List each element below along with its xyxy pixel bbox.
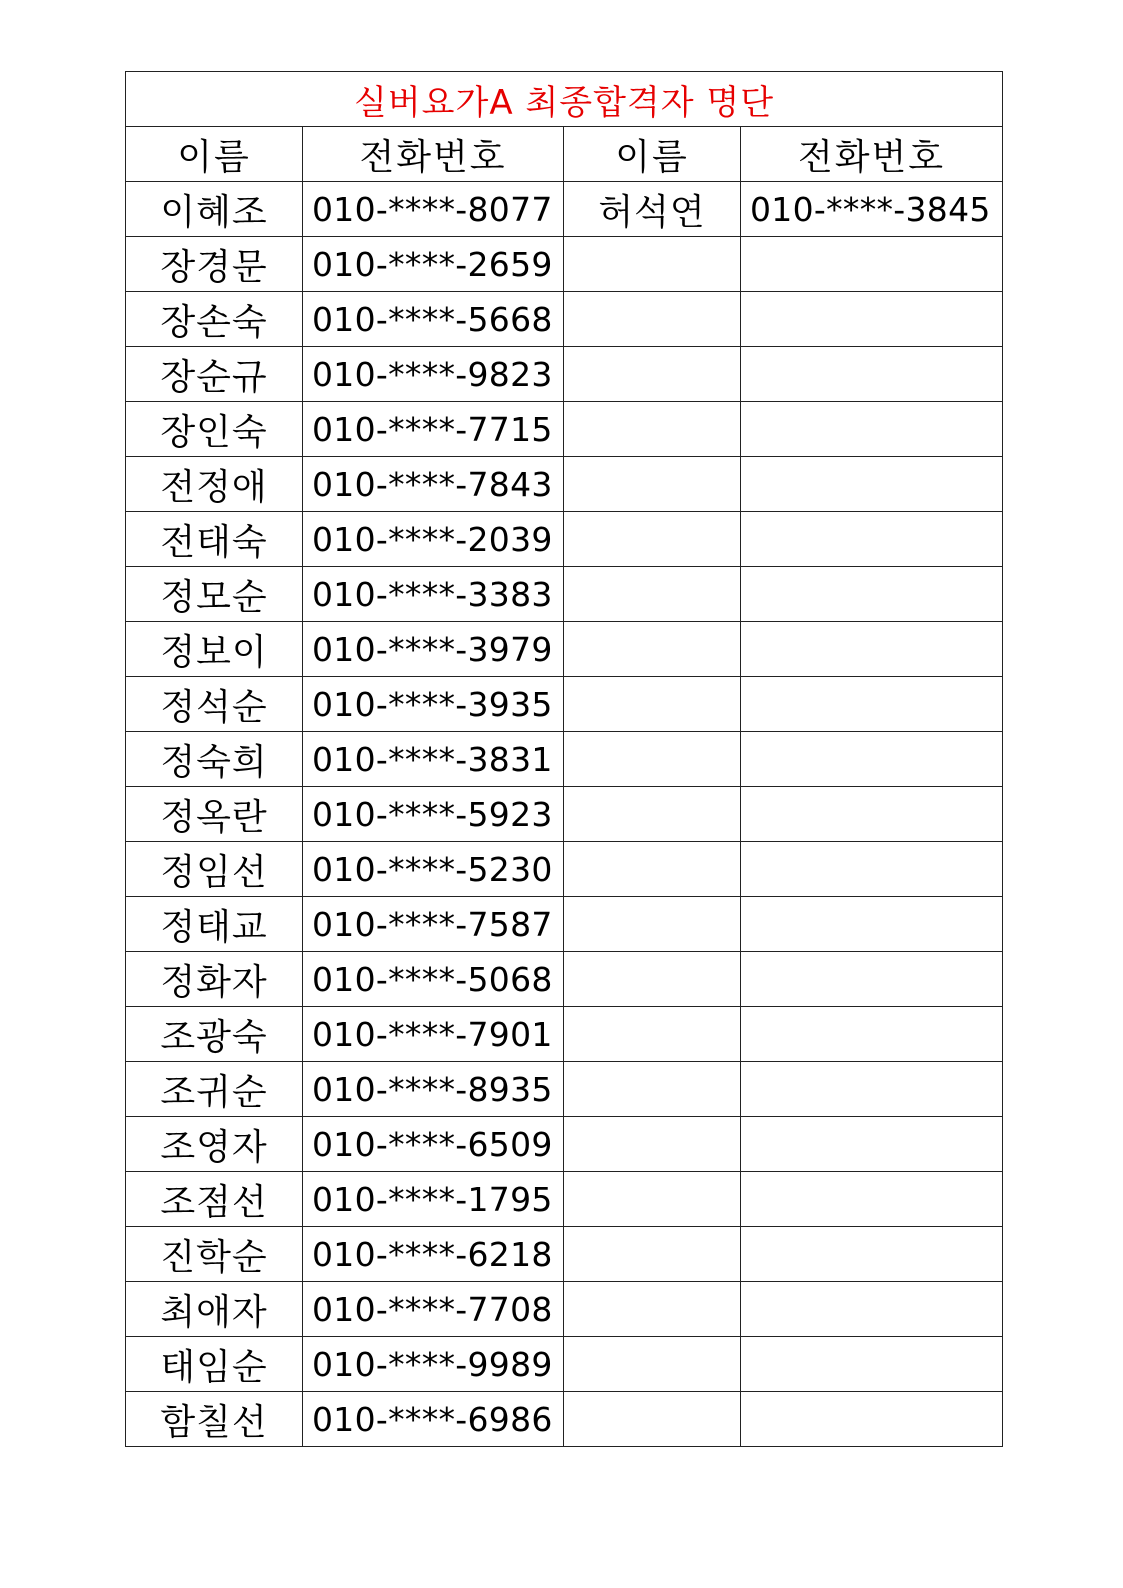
left-name-cell: 조점선 (126, 1172, 303, 1227)
right-name-cell (564, 457, 741, 512)
right-phone-cell (741, 842, 1003, 897)
right-name-cell (564, 842, 741, 897)
right-phone-cell (741, 1172, 1003, 1227)
left-name-cell: 이혜조 (126, 182, 303, 237)
left-phone-cell: 010-****-2039 (303, 512, 564, 567)
left-name-cell: 전정애 (126, 457, 303, 512)
left-name-cell: 최애자 (126, 1282, 303, 1337)
header-row (126, 127, 1003, 182)
right-name-cell (564, 1117, 741, 1172)
right-phone-cell (741, 1227, 1003, 1282)
table-row (126, 567, 1003, 622)
right-phone-cell (741, 347, 1003, 402)
right-phone-cell (741, 402, 1003, 457)
document-title: 실버요가A 최종합격자 명단 (126, 72, 1003, 127)
left-phone-cell: 010-****-9989 (303, 1337, 564, 1392)
left-name-cell: 정태교 (126, 897, 303, 952)
left-phone-cell: 010-****-6218 (303, 1227, 564, 1282)
left-name-cell: 정옥란 (126, 787, 303, 842)
left-name-cell: 정임선 (126, 842, 303, 897)
right-name-cell (564, 567, 741, 622)
table-row (126, 1337, 1003, 1392)
left-phone-cell: 010-****-9823 (303, 347, 564, 402)
table-row (126, 292, 1003, 347)
right-name-cell (564, 347, 741, 402)
right-phone-cell (741, 1007, 1003, 1062)
left-phone-cell: 010-****-3831 (303, 732, 564, 787)
left-phone-cell: 010-****-7587 (303, 897, 564, 952)
left-phone-cell: 010-****-8935 (303, 1062, 564, 1117)
table-row (126, 347, 1003, 402)
left-phone-cell: 010-****-2659 (303, 237, 564, 292)
left-name-cell: 정화자 (126, 952, 303, 1007)
right-phone-cell (741, 732, 1003, 787)
table-row (126, 402, 1003, 457)
left-name-cell: 조광숙 (126, 1007, 303, 1062)
left-phone-cell: 010-****-7901 (303, 1007, 564, 1062)
left-phone-cell: 010-****-7715 (303, 402, 564, 457)
right-name-cell (564, 732, 741, 787)
right-phone-cell (741, 567, 1003, 622)
table-row (126, 1117, 1003, 1172)
right-name-cell (564, 512, 741, 567)
finalist-roster-table (125, 71, 1003, 1447)
right-phone-cell (741, 677, 1003, 732)
left-name-cell: 정석순 (126, 677, 303, 732)
left-name-cell: 전태숙 (126, 512, 303, 567)
left-phone-cell: 010-****-3935 (303, 677, 564, 732)
header-phone-right: 전화번호 (741, 127, 1003, 182)
table-row (126, 1007, 1003, 1062)
right-phone-cell (741, 1282, 1003, 1337)
right-phone-cell (741, 512, 1003, 567)
header-name-right: 이름 (564, 127, 741, 182)
table-row (126, 732, 1003, 787)
left-name-cell: 장경문 (126, 237, 303, 292)
left-name-cell: 장손숙 (126, 292, 303, 347)
right-name-cell (564, 1337, 741, 1392)
table-row (126, 512, 1003, 567)
left-name-cell: 조귀순 (126, 1062, 303, 1117)
right-name-cell (564, 1172, 741, 1227)
right-phone-cell (741, 237, 1003, 292)
left-name-cell: 태임순 (126, 1337, 303, 1392)
table-row (126, 182, 1003, 237)
left-phone-cell: 010-****-5230 (303, 842, 564, 897)
right-phone-cell (741, 1337, 1003, 1392)
right-phone-cell (741, 1062, 1003, 1117)
right-phone-cell (741, 1392, 1003, 1447)
table-row (126, 1282, 1003, 1337)
title-row (126, 72, 1003, 127)
left-name-cell: 정숙희 (126, 732, 303, 787)
right-phone-cell (741, 1117, 1003, 1172)
right-phone-cell (741, 457, 1003, 512)
right-name-cell (564, 1062, 741, 1117)
table-row (126, 1062, 1003, 1117)
table-row (126, 842, 1003, 897)
right-phone-cell (741, 292, 1003, 347)
right-name-cell (564, 1007, 741, 1062)
left-phone-cell: 010-****-7843 (303, 457, 564, 512)
right-name-cell (564, 897, 741, 952)
right-phone-cell (741, 787, 1003, 842)
right-phone-cell (741, 897, 1003, 952)
left-phone-cell: 010-****-3383 (303, 567, 564, 622)
right-name-cell (564, 622, 741, 677)
right-name-cell (564, 402, 741, 457)
header-phone-left: 전화번호 (303, 127, 564, 182)
table-row (126, 952, 1003, 1007)
table-row (126, 1392, 1003, 1447)
table-row (126, 787, 1003, 842)
table-row (126, 677, 1003, 732)
left-phone-cell: 010-****-5923 (303, 787, 564, 842)
header-name-left: 이름 (126, 127, 303, 182)
left-name-cell: 함칠선 (126, 1392, 303, 1447)
table-row (126, 237, 1003, 292)
right-name-cell (564, 952, 741, 1007)
left-phone-cell: 010-****-3979 (303, 622, 564, 677)
right-phone-cell: 010-****-3845 (741, 182, 1003, 237)
table-row (126, 457, 1003, 512)
left-phone-cell: 010-****-7708 (303, 1282, 564, 1337)
left-name-cell: 진학순 (126, 1227, 303, 1282)
left-phone-cell: 010-****-6509 (303, 1117, 564, 1172)
left-name-cell: 장순규 (126, 347, 303, 402)
table-row (126, 1227, 1003, 1282)
right-phone-cell (741, 622, 1003, 677)
table-row (126, 897, 1003, 952)
right-phone-cell (741, 952, 1003, 1007)
right-name-cell: 허석연 (564, 182, 741, 237)
left-name-cell: 장인숙 (126, 402, 303, 457)
right-name-cell (564, 237, 741, 292)
right-name-cell (564, 292, 741, 347)
table-row (126, 622, 1003, 677)
left-name-cell: 정보이 (126, 622, 303, 677)
left-phone-cell: 010-****-6986 (303, 1392, 564, 1447)
left-phone-cell: 010-****-1795 (303, 1172, 564, 1227)
right-name-cell (564, 1282, 741, 1337)
left-phone-cell: 010-****-5068 (303, 952, 564, 1007)
table-row (126, 1172, 1003, 1227)
left-name-cell: 조영자 (126, 1117, 303, 1172)
right-name-cell (564, 1227, 741, 1282)
roster-body (126, 182, 1003, 1447)
left-phone-cell: 010-****-8077 (303, 182, 564, 237)
right-name-cell (564, 787, 741, 842)
right-name-cell (564, 1392, 741, 1447)
left-name-cell: 정모순 (126, 567, 303, 622)
left-phone-cell: 010-****-5668 (303, 292, 564, 347)
right-name-cell (564, 677, 741, 732)
